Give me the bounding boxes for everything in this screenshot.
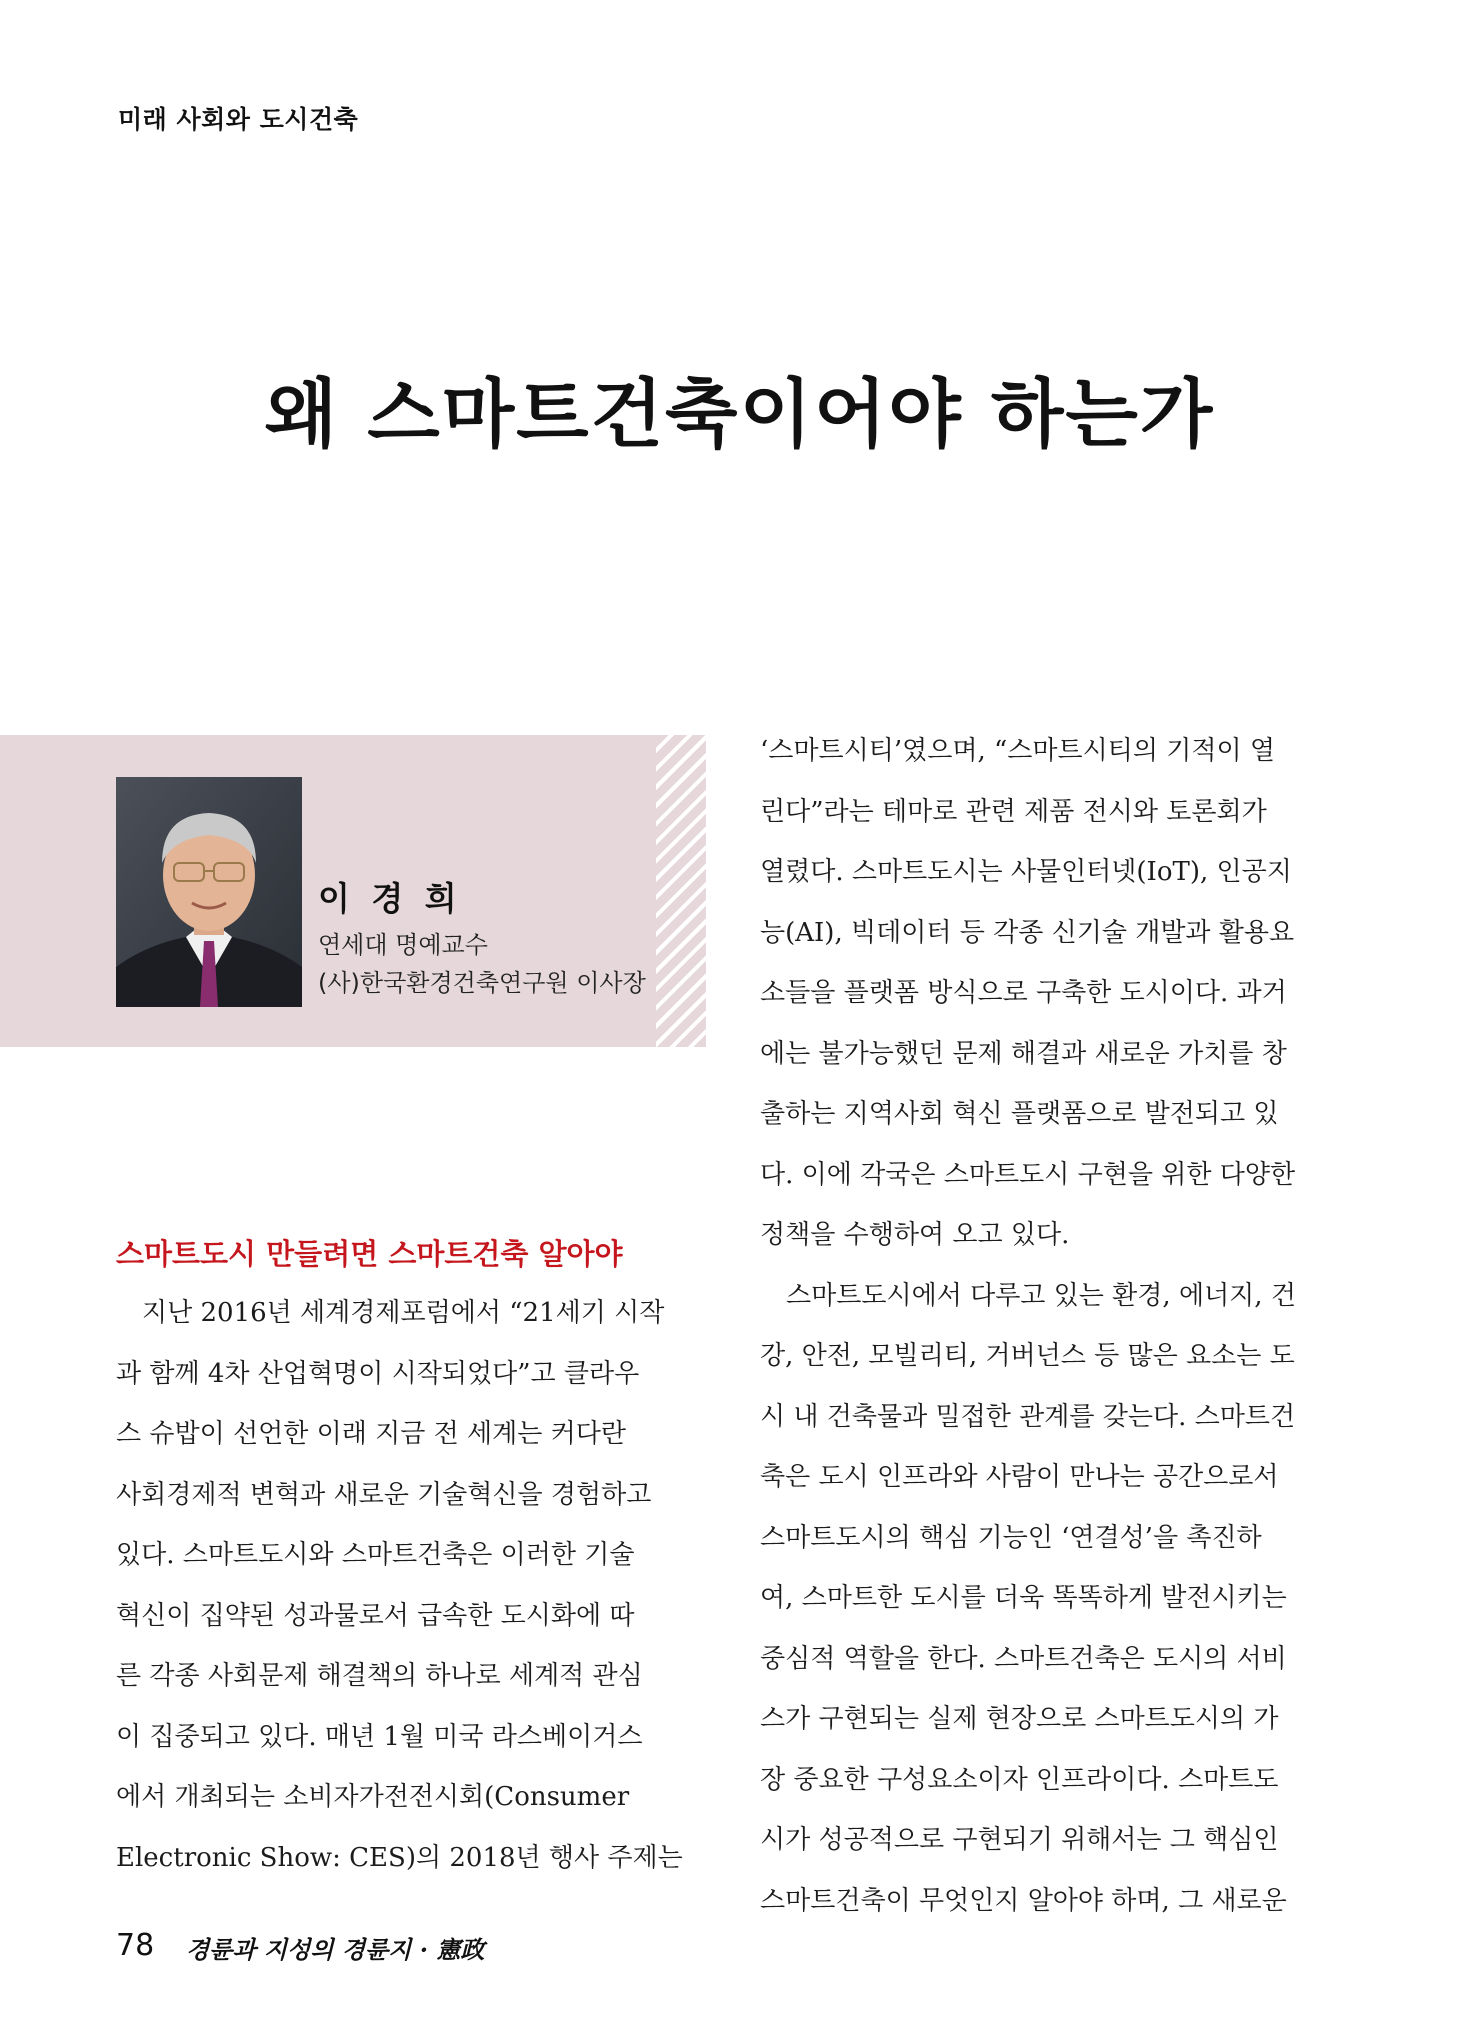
body-text-line: 출하는 지역사회 혁신 플랫폼으로 발전되고 있 (760, 1099, 1279, 1129)
stripe-decoration (656, 735, 706, 1047)
body-text-line: 시 내 건축물과 밀접한 관계를 갖는다. 스마트건 (760, 1401, 1296, 1432)
body-text-line: 이 집중되고 있다. 매년 1월 미국 라스베이거스 (116, 1721, 643, 1752)
body-text-line: 에서 개최되는 소비자가전전시회(Consumer (116, 1782, 630, 1812)
body-text-line: 지난 2016년 세계경제포럼에서 “21세기 시작 (116, 1298, 665, 1328)
body-text-line: 있다. 스마트도시와 스마트건축은 이러한 기술 (116, 1540, 635, 1570)
body-text-line: 열렸다. 스마트도시는 사물인터넷(IoT), 인공지 (760, 857, 1292, 887)
body-text-line: 시가 성공적으로 구현되기 위해서는 그 핵심인 (760, 1825, 1279, 1855)
body-text-line: 과 함께 4차 산업혁명이 시작되었다”고 클라우 (116, 1358, 640, 1389)
body-text-line: 소들을 플랫폼 방식으로 구축한 도시이다. 과거 (760, 978, 1287, 1008)
author-portrait (116, 777, 302, 1007)
author-box (0, 735, 706, 1047)
body-text-line: 여, 스마트한 도시를 더욱 똑똑하게 발전시키는 (760, 1583, 1287, 1613)
body-text-line: 른 각종 사회문제 해결책의 하나로 세계적 관심 (116, 1661, 643, 1691)
body-text-line: 정책을 수행하여 오고 있다. (760, 1220, 1070, 1250)
body-text-line: 스 슈밥이 선언한 이래 지금 전 세계는 커다란 (116, 1419, 626, 1449)
body-text-line: ‘스마트시티’였으며, “스마트시티의 기적이 열 (760, 736, 1275, 766)
body-text-line: 스마트건축이 무엇인지 알아야 하며, 그 새로운 (760, 1885, 1287, 1916)
body-text-line: 혁신이 집약된 성과물로서 급속한 도시화에 따 (116, 1600, 635, 1631)
body-text-line: 강, 안전, 모빌리티, 거버넌스 등 많은 요소는 도 (760, 1341, 1295, 1371)
section-label: 미래 사회와 도시건축 (118, 105, 359, 134)
body-text-line: 능(AI), 빅데이터 등 각종 신기술 개발과 활용요 (760, 917, 1295, 948)
body-text-line: 에는 불가능했던 문제 해결과 새로운 가치를 창 (760, 1038, 1287, 1069)
body-text-line: 스마트도시에서 다루고 있는 환경, 에너지, 건 (760, 1280, 1296, 1311)
body-text-line: 장 중요한 구성요소이자 인프라이다. 스마트도 (760, 1764, 1279, 1795)
body-text-line: 스마트도시의 핵심 기능인 ‘연결성’을 촉진하 (760, 1522, 1262, 1553)
article-title: 왜 스마트건축이어야 하는가 (264, 370, 1215, 458)
body-text-line: 사회경제적 변혁과 새로운 기술혁신을 경험하고 (116, 1479, 652, 1510)
body-text-line: 중심적 역할을 한다. 스마트건축은 도시의 서비 (760, 1643, 1287, 1674)
author-affiliation: 연세대 명예교수 (318, 931, 488, 959)
body-text-line: 스가 구현되는 실제 현장으로 스마트도시의 가 (760, 1704, 1279, 1734)
page-number: 78 (116, 1928, 155, 1963)
body-text-line: Electronic Show: CES)의 2018년 행사 주제는 (116, 1842, 683, 1873)
author-position: (사)한국환경건축연구원 이사장 (318, 969, 646, 997)
body-text-line: 다. 이에 각국은 스마트도시 구현을 위한 다양한 (760, 1159, 1296, 1190)
body-text-line: 축은 도시 인프라와 사람이 만나는 공간으로서 (760, 1462, 1279, 1492)
section-subheading: 스마트도시 만들려면 스마트건축 알아야 (116, 1237, 623, 1271)
magazine-name: 경륜과 지성의 경륜지 · 憲政 (186, 1935, 485, 1964)
author-portrait-image (116, 777, 302, 1007)
body-text-line: 린다”라는 테마로 관련 제품 전시와 토론회가 (760, 796, 1267, 827)
author-name: 이 경 희 (318, 879, 462, 918)
